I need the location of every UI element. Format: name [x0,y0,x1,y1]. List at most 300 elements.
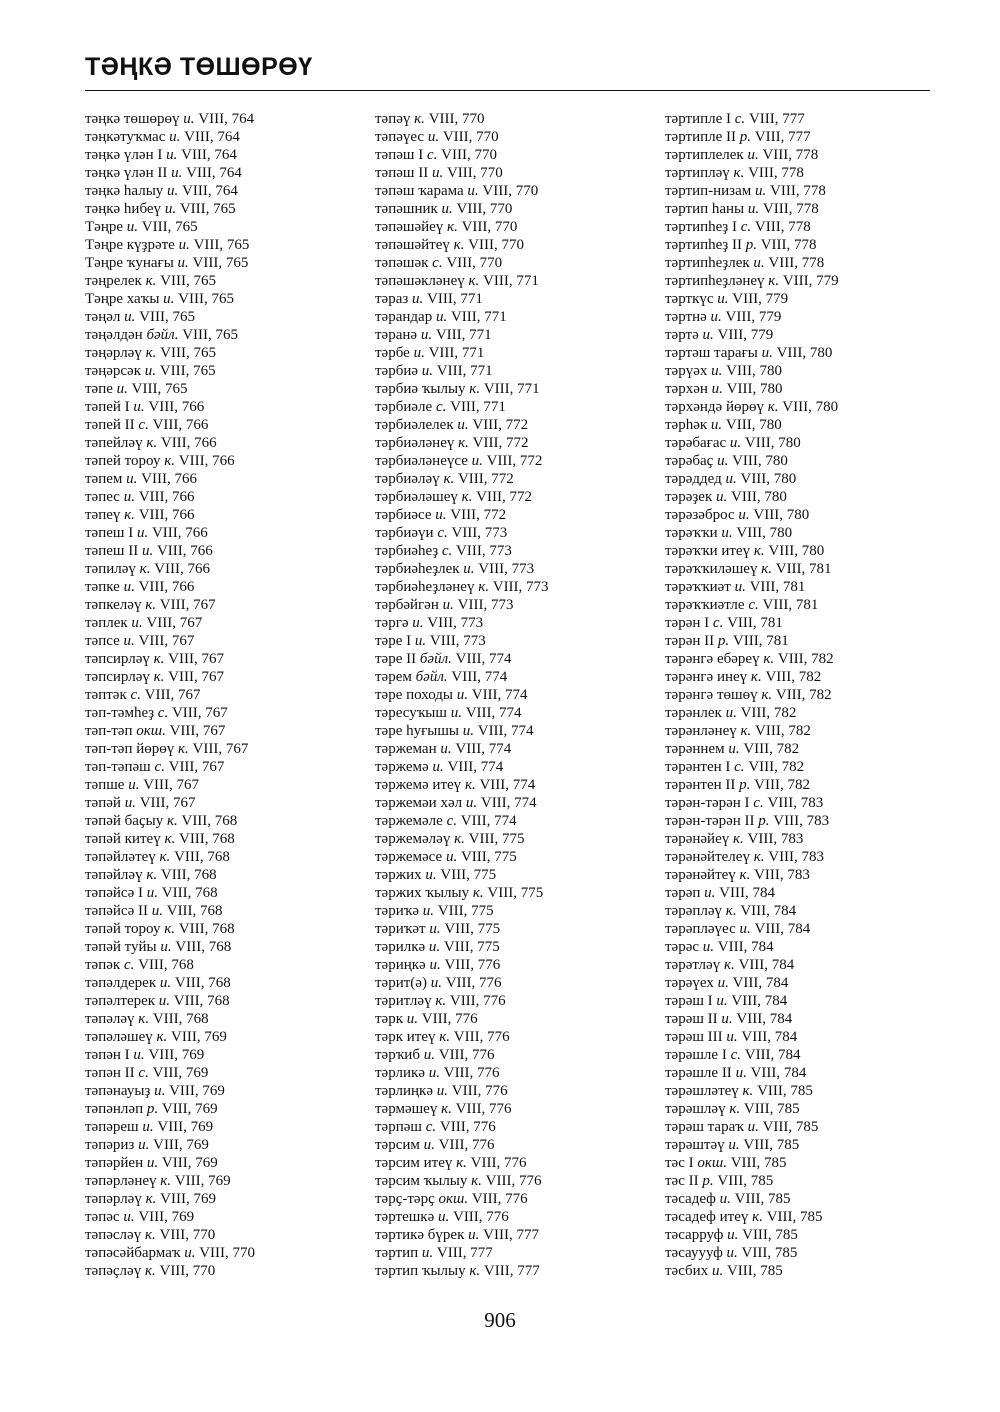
entry-part-of-speech: и. [158,993,171,1009]
entry-part-of-speech: и. [123,489,135,505]
entry-part-of-speech: и. [183,111,195,127]
entry-volume-page-reference: VIII, 766 [138,579,195,595]
index-entry [665,704,839,722]
entry-part-of-speech: и. [133,1047,145,1063]
entry-part-of-speech: к. [753,849,765,865]
index-entry [665,326,839,344]
entry-volume-page-reference: VIII, 783 [773,813,830,829]
entry-volume-page-reference: VIII, 766 [152,417,209,433]
entry-volume-page-reference: VIII, 766 [178,453,235,469]
entry-part-of-speech: к. [145,345,157,361]
index-entry [665,1154,839,1172]
entry-headword: тәргә [375,615,409,631]
entry-part-of-speech: к. [753,543,765,559]
entry-volume-page-reference: VIII, 765 [160,345,216,361]
entry-part-of-speech: к. [153,669,165,685]
entry-headword: тәрәш тараҡ [665,1119,744,1135]
entry-part-of-speech: к. [156,1029,168,1045]
entry-part-of-speech: к. [153,651,165,667]
index-entry [85,596,255,614]
entry-volume-page-reference: VIII, 780 [782,399,839,415]
entry-part-of-speech: к. [725,903,737,919]
entry-headword: тәпәрләү [85,1191,142,1207]
entry-part-of-speech: и. [727,1227,739,1243]
entry-part-of-speech: и. [747,1119,759,1135]
entry-volume-page-reference: VIII, 774 [471,687,528,703]
entry-part-of-speech: окш. [697,1155,727,1171]
entry-part-of-speech: к. [761,687,773,703]
entry-volume-page-reference: VIII, 776 [470,1155,527,1171]
entry-headword: тәрәҙек [665,489,713,505]
entry-part-of-speech: к. [138,1011,150,1027]
entry-volume-page-reference: VIII, 783 [768,849,825,865]
entry-volume-page-reference: VIII, 770 [199,1245,256,1261]
entry-volume-page-reference: VIII, 764 [182,183,238,199]
index-entry [375,686,549,704]
entry-part-of-speech: и. [450,705,462,721]
index-entry [375,290,549,308]
entry-part-of-speech: и. [146,885,158,901]
index-entry [665,236,839,254]
entry-part-of-speech: к. [124,507,135,523]
entry-part-of-speech: с. [734,759,745,775]
entry-headword: тәпәлдерек [85,975,157,991]
entry-volume-page-reference: VIII, 766 [154,561,211,577]
entry-headword: тәңрелек [85,273,142,289]
index-entry [85,1100,255,1118]
entry-headword: тәпәк [85,957,121,973]
entry-headword: тәрәҡҡиәт [665,579,731,595]
entry-volume-page-reference: VIII, 769 [153,1137,209,1153]
entry-part-of-speech: бәйл. [419,651,452,667]
entry-part-of-speech: и. [406,1011,419,1027]
entry-part-of-speech: к. [146,867,158,883]
entry-volume-page-reference: VIII, 773 [478,561,535,577]
index-entry [375,1082,549,1100]
entry-part-of-speech: и. [717,453,729,469]
index-entry [85,218,255,236]
entry-volume-page-reference: VIII, 783 [747,831,804,847]
entry-headword: тәп-тәп йөрөү [85,741,175,757]
entry-part-of-speech: с. [441,543,453,559]
index-entry [665,884,839,902]
index-entry [375,1100,549,1118]
entry-volume-page-reference: VIII, 772 [486,453,543,469]
entry-headword: тәрликә [375,1065,425,1081]
index-entry [375,938,549,956]
index-entry [85,704,255,722]
entry-volume-page-reference: VIII, 783 [767,795,824,811]
entry-part-of-speech: и. [465,795,478,811]
entry-headword: тәрәштәү [665,1137,725,1153]
index-entry [375,254,549,272]
entry-volume-page-reference: VIII, 780 [732,453,788,469]
header-rule [85,90,930,91]
index-entry [665,776,839,794]
entry-volume-page-reference: VIII, 776 [438,1137,495,1153]
entry-volume-page-reference: VIII, 765 [159,363,216,379]
index-entry [375,1118,549,1136]
entry-headword: тәпәшәкләнеү [375,273,465,289]
entry-volume-page-reference: VIII, 780 [740,471,797,487]
index-entry [665,866,839,884]
entry-part-of-speech: и. [169,129,181,145]
entry-volume-page-reference: VIII, 767 [171,705,228,721]
index-entry [375,164,549,182]
entry-volume-page-reference: VIII, 785 [717,1173,774,1189]
index-entry [665,992,839,1010]
index-entry [665,254,839,272]
entry-headword: тәрәннем [665,741,725,757]
entry-headword: тәрпәш [375,1119,422,1135]
entry-headword: тәре һуғышы [375,723,459,739]
entry-headword: тәпиләү [85,561,136,577]
index-entry [665,1118,839,1136]
entry-part-of-speech: и. [141,543,154,559]
entry-headword: тәрҡиб [375,1047,420,1063]
entry-volume-page-reference: VIII, 785 [766,1209,823,1225]
index-entry [665,380,839,398]
entry-volume-page-reference: VIII, 771 [435,327,492,343]
entry-volume-page-reference: VIII, 768 [173,993,230,1009]
entry-part-of-speech: и. [427,129,440,145]
entry-part-of-speech: и. [716,993,728,1009]
entry-part-of-speech: и. [142,1119,154,1135]
entry-headword: тәрәнтен I [665,759,731,775]
entry-volume-page-reference: VIII, 782 [765,669,822,685]
entry-volume-page-reference: VIII, 769 [160,1191,216,1207]
index-entry [375,704,549,722]
entry-part-of-speech: р. [739,777,751,793]
entry-headword: тәранә [375,327,418,343]
entry-part-of-speech: к. [742,1083,754,1099]
entry-headword: тәрәнәйтелеү [665,849,750,865]
entry-part-of-speech: и. [425,867,437,883]
entry-volume-page-reference: VIII, 780 [744,435,801,451]
index-entry [375,830,549,848]
entry-volume-page-reference: VIII, 768 [161,885,218,901]
entry-volume-page-reference: VIII, 765 [182,327,239,343]
entry-volume-page-reference: VIII, 770 [468,237,524,253]
entry-volume-page-reference: VIII, 784 [719,885,775,901]
index-entry [85,974,255,992]
entry-part-of-speech: с. [730,1047,741,1063]
index-entry [85,110,255,128]
entry-volume-page-reference: VIII, 773 [451,525,508,541]
entry-part-of-speech: и. [432,759,444,775]
entry-headword: тәрәнәйеү [665,831,730,847]
entry-part-of-speech: и. [725,471,737,487]
entry-headword: тәпәшник [375,201,438,217]
entry-volume-page-reference: VIII, 766 [138,489,195,505]
index-entry [665,614,839,632]
index-entry [375,1010,549,1028]
index-entry [375,974,549,992]
entry-volume-page-reference: VIII, 785 [734,1191,791,1207]
entry-part-of-speech: к. [160,1173,172,1189]
index-entry [665,290,839,308]
entry-part-of-speech: и. [735,1065,747,1081]
index-entry [85,470,255,488]
index-entry [665,812,839,830]
index-column-3 [665,110,839,1280]
entry-headword: тәрәпләү [665,903,723,919]
entry-headword: тәпеш II [85,543,139,559]
entry-volume-page-reference: VIII, 780 [726,381,783,397]
index-entry [85,1190,255,1208]
entry-headword: тәриҡә [375,903,419,919]
entry-part-of-speech: к. [752,1209,763,1225]
index-entry [85,1118,255,1136]
index-entry [665,830,839,848]
entry-headword: тәңкә үлән I [85,147,163,163]
entry-volume-page-reference: VIII, 768 [166,903,223,919]
index-entry [85,182,255,200]
index-entry [665,1172,839,1190]
entry-headword: тәритләү [375,993,432,1009]
index-entry [375,1064,549,1082]
entry-part-of-speech: к. [472,885,484,901]
entry-headword: тәрилкә [375,939,426,955]
entry-volume-page-reference: VIII, 776 [451,1083,508,1099]
entry-volume-page-reference: VIII, 768 [178,831,235,847]
entry-volume-page-reference: VIII, 784 [741,1029,798,1045]
entry-volume-page-reference: VIII, 772 [457,471,514,487]
entry-volume-page-reference: VIII, 774 [465,705,522,721]
index-entry [85,560,255,578]
entry-headword: тәпәш II [375,165,429,181]
index-entry [375,308,549,326]
index-entry [85,1244,255,1262]
entry-part-of-speech: и. [711,1263,724,1279]
entry-headword: тәрүәх [665,363,708,379]
index-entry [665,416,839,434]
entry-volume-page-reference: VIII, 768 [160,867,217,883]
entry-volume-page-reference: VIII, 782 [743,741,800,757]
entry-headword: тәрәшләү [665,1101,726,1117]
entry-part-of-speech: р. [758,813,770,829]
entry-volume-page-reference: VIII, 785 [742,1227,798,1243]
entry-headword: тәртипләү [665,165,730,181]
entry-volume-page-reference: VIII, 767 [168,669,224,685]
entry-headword: тәпше [85,777,125,793]
entry-part-of-speech: окш. [438,1191,469,1207]
index-entry [375,1154,549,1172]
entry-volume-page-reference: VIII, 778 [748,165,804,181]
entry-headword: Тәңре күҙрәте [85,237,175,253]
entry-volume-page-reference: VIII, 779 [782,273,839,289]
entry-headword: тәртип һаны [665,201,745,217]
index-entry [665,542,839,560]
entry-headword: тәпәшәк [375,255,429,271]
entry-part-of-speech: к. [443,471,455,487]
entry-volume-page-reference: VIII, 784 [744,1047,801,1063]
index-entry [85,938,255,956]
entry-part-of-speech: с. [130,687,141,703]
entry-headword: тәпәләшеү [85,1029,153,1045]
entry-volume-page-reference: VIII, 775 [444,921,501,937]
index-entry [375,326,549,344]
entry-headword: Тәңре [85,219,124,235]
entry-headword: тәңәрсәк [85,363,142,379]
entry-volume-page-reference: VIII, 785 [757,1083,813,1099]
entry-part-of-speech: и. [167,183,179,199]
entry-headword: тәпәй туйы [85,939,157,955]
index-entry [85,848,255,866]
entry-headword: тәсадеф итеү [665,1209,749,1225]
entry-part-of-speech: к. [159,849,171,865]
entry-volume-page-reference: VIII, 771 [427,291,483,307]
entry-volume-page-reference: VIII, 770 [461,219,518,235]
entry-volume-page-reference: VIII, 780 [776,345,833,361]
entry-part-of-speech: к. [768,273,780,289]
index-entry [85,866,255,884]
entry-part-of-speech: с. [712,615,724,631]
entry-volume-page-reference: VIII, 784 [732,975,789,991]
entry-volume-page-reference: VIII, 777 [436,1245,493,1261]
index-entry [375,776,549,794]
entry-headword: тәпей тороу [85,453,161,469]
entry-part-of-speech: и. [747,147,759,163]
index-entry [375,884,549,902]
entry-volume-page-reference: VIII, 780 [725,417,782,433]
entry-part-of-speech: и. [178,237,190,253]
index-entry [375,650,549,668]
index-entry [665,1244,839,1262]
entry-volume-page-reference: VIII, 773 [492,579,549,595]
entry-volume-page-reference: VIII, 766 [141,471,197,487]
entry-headword: тәртип ҡылыу [375,1263,466,1279]
entry-part-of-speech: и. [412,291,424,307]
index-entry [665,470,839,488]
entry-headword: тәрәнгә төшөү [665,687,758,703]
entry-headword: тәрәшле II [665,1065,732,1081]
entry-volume-page-reference: VIII, 768 [138,957,194,973]
entry-headword: тәпеү [85,507,121,523]
entry-part-of-speech: и. [739,921,751,937]
entry-part-of-speech: и. [160,939,172,955]
entry-part-of-speech: р. [717,633,730,649]
index-entry [85,506,255,524]
entry-part-of-speech: и. [710,309,722,325]
entry-volume-page-reference: VIII, 770 [446,165,503,181]
entry-volume-page-reference: VIII, 769 [138,1209,195,1225]
entry-headword: тәпәй баҫыу [85,813,164,829]
index-entry [375,434,549,452]
entry-volume-page-reference: VIII, 774 [460,813,517,829]
entry-headword: тәржемәләү [375,831,451,847]
entry-volume-page-reference: VIII, 776 [439,1119,496,1135]
entry-headword: тәпәшәйтеү [375,237,450,253]
entry-volume-page-reference: VIII, 771 [428,345,485,361]
index-entry [85,668,255,686]
index-entry [85,1154,255,1172]
entry-volume-page-reference: VIII, 784 [754,921,811,937]
entry-headword: тәрбиәләшеү [375,489,458,505]
entry-headword: тәрәүех [665,975,714,991]
entry-volume-page-reference: VIII, 771 [450,309,507,325]
index-entry [85,794,255,812]
index-entry [665,434,839,452]
entry-volume-page-reference: VIII, 776 [471,1191,528,1207]
entry-headword: тәре походы [375,687,453,703]
entry-part-of-speech: и. [154,1083,166,1099]
index-entry [375,488,549,506]
index-entry [375,362,549,380]
entry-headword: тәрмәшеү [375,1101,438,1117]
entry-headword: тәрәш II [665,1011,718,1027]
entry-volume-page-reference: VIII, 776 [438,1047,495,1063]
entry-part-of-speech: и. [436,1083,449,1099]
entry-headword: тәрәнгә ебәреү [665,651,760,667]
entry-part-of-speech: к. [139,561,151,577]
entry-volume-page-reference: VIII, 779 [732,291,789,307]
entry-headword: тәрлиңкә [375,1083,434,1099]
index-entry [665,722,839,740]
entry-headword: тәрхән [665,381,708,397]
entry-part-of-speech: и. [431,165,444,181]
entry-volume-page-reference: VIII, 776 [444,957,501,973]
entry-part-of-speech: с. [138,417,149,433]
index-entry [665,1190,839,1208]
entry-volume-page-reference: VIII, 764 [181,147,237,163]
index-entry [665,146,839,164]
entry-headword: тәржих [375,867,422,883]
entry-headword: тәртиплелек [665,147,744,163]
entry-volume-page-reference: VIII, 771 [450,399,506,415]
entry-headword: тәрбиәһеҙлек [375,561,460,577]
entry-volume-page-reference: VIII, 775 [468,831,525,847]
entry-volume-page-reference: VIII, 766 [148,399,205,415]
entry-part-of-speech: и. [467,183,479,199]
index-entry [85,992,255,1010]
entry-headword: тәңкә төшөрөү [85,111,180,127]
entry-headword: тәплек [85,615,128,631]
index-entry [665,344,839,362]
entry-volume-page-reference: VIII, 770 [446,255,503,271]
index-entry [375,1262,549,1280]
entry-headword: тәс II [665,1173,699,1189]
index-entry [665,218,839,236]
entry-headword: тәртипһеҙ I [665,219,737,235]
entry-headword: тәрбиәһеҙ [375,543,439,559]
index-entry [375,146,549,164]
entry-part-of-speech: и. [729,435,742,451]
entry-volume-page-reference: VIII, 774 [451,669,508,685]
index-entry [375,758,549,776]
index-entry [85,632,255,650]
index-entry [375,992,549,1010]
index-entry [375,578,549,596]
index-entry [85,200,255,218]
entry-part-of-speech: и. [126,471,138,487]
index-entry [665,1064,839,1082]
entry-headword: тәржих ҡылыу [375,885,470,901]
entry-volume-page-reference: VIII, 770 [428,111,485,127]
entry-part-of-speech: и. [710,417,723,433]
index-entry [85,1226,255,1244]
index-entry [375,560,549,578]
entry-part-of-speech: с. [425,1119,437,1135]
index-entry [85,686,255,704]
entry-headword: тәпәйсә II [85,903,148,919]
index-entry [85,146,255,164]
entry-part-of-speech: и. [462,723,474,739]
entry-headword: тәрәшле I [665,1047,727,1063]
entry-headword: тәрәҡҡи итеү [665,543,751,559]
entry-part-of-speech: и. [702,327,714,343]
entry-headword: тәрәддед [665,471,722,487]
